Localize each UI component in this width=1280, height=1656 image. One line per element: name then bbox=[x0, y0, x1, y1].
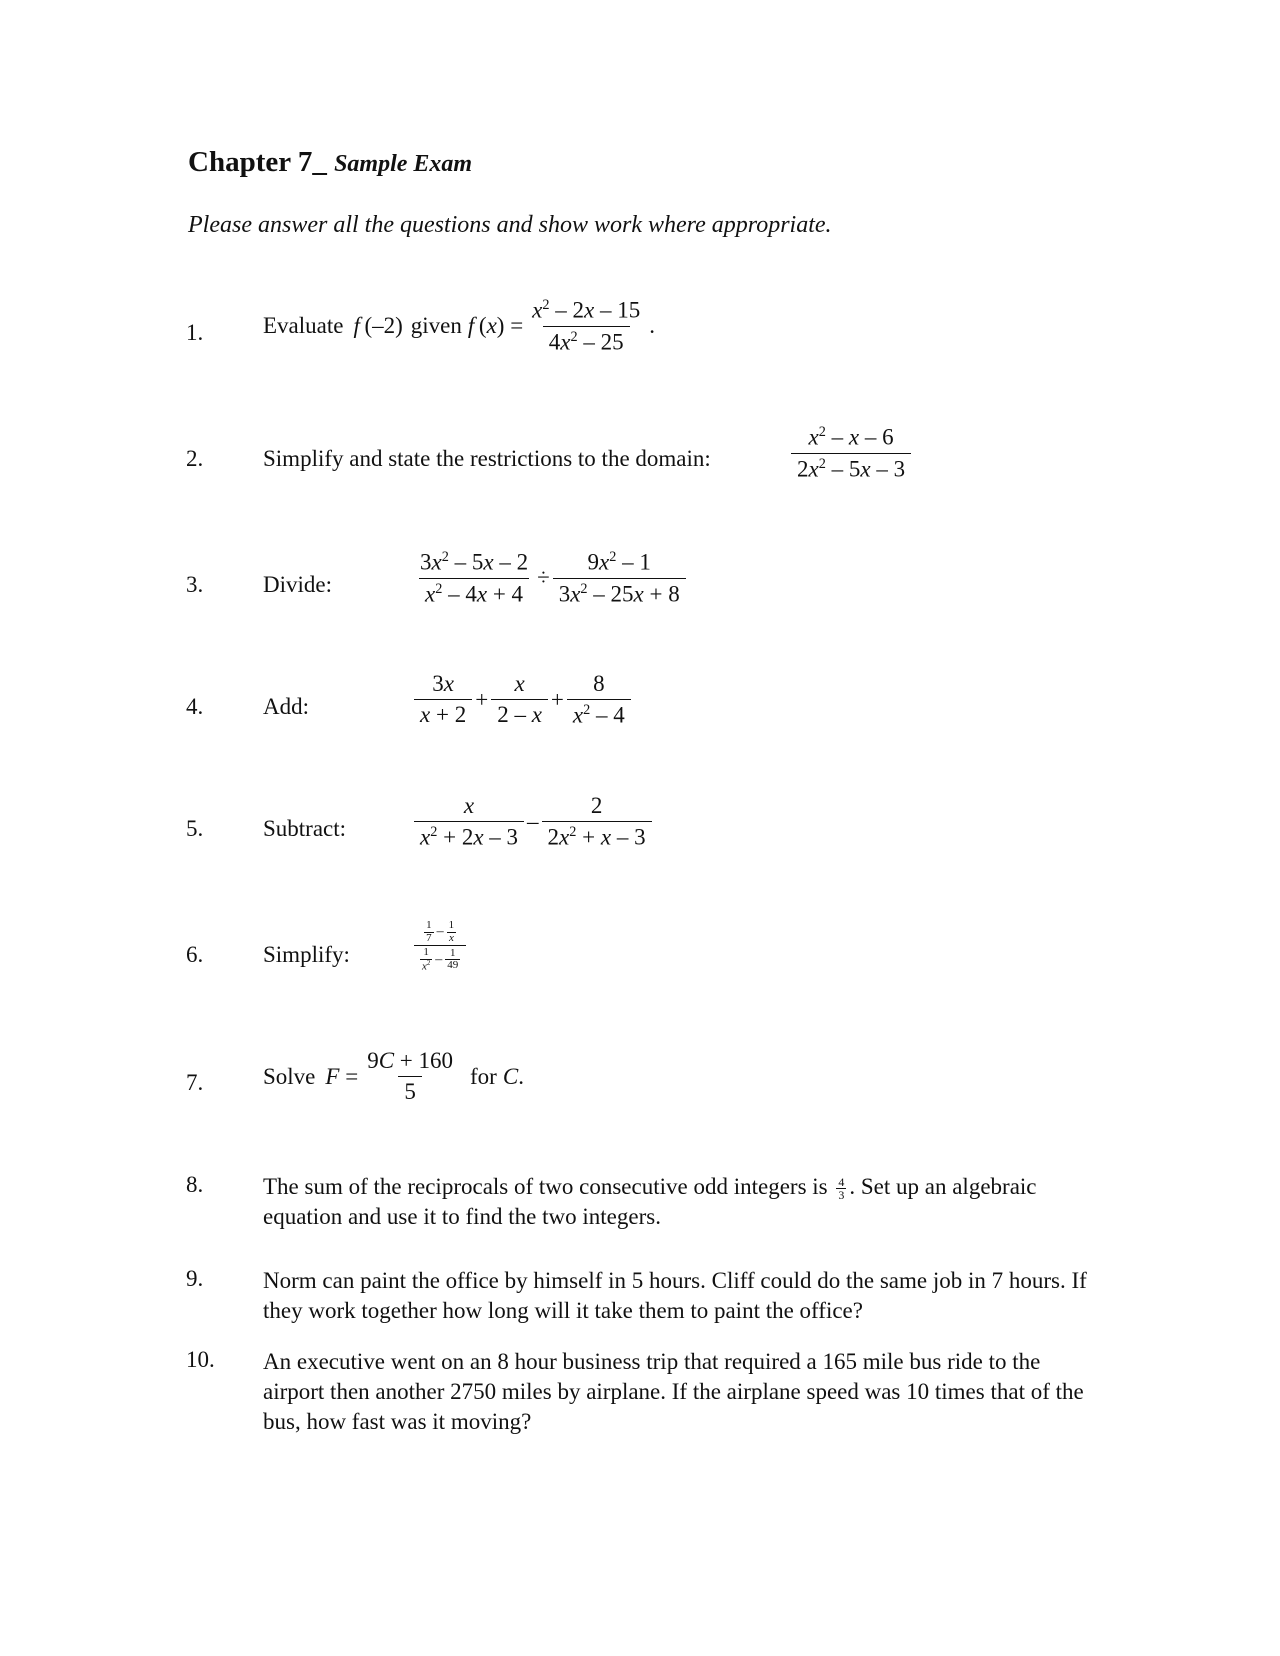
question-7-text: Solve bbox=[263, 1063, 316, 1089]
question-5-text: Subtract: bbox=[263, 816, 347, 841]
question-7-for: for bbox=[470, 1063, 497, 1089]
question-1-number: 1. bbox=[186, 320, 204, 345]
question-3-fraction-2: $\frac{9x^2 - 1}{3x^2 - 25x + 8}$ bbox=[553, 550, 686, 607]
question-2-fraction bbox=[791, 425, 911, 482]
question-1-math-fx: f (x) = bbox=[467, 313, 524, 339]
question-4-fraction-1: $\frac{3x}{x + 2}$ bbox=[414, 672, 472, 727]
question-3-text: Divide: bbox=[263, 572, 332, 597]
question-9-text: Norm can paint the office by himself in 5 hours. Cliff could do the same job in 7 hours. If they work together how long will it take them to paint the office? bbox=[263, 1268, 1087, 1323]
divide-sign: ÷ bbox=[537, 565, 550, 591]
plus-sign: + bbox=[550, 686, 564, 712]
plus-sign: + bbox=[475, 686, 489, 712]
question-5-fraction-1: $\frac{x}{x^2 + 2x - 3}$ bbox=[414, 794, 524, 850]
question-4-number: 4. bbox=[186, 694, 204, 719]
question-8-text: The sum of the reciprocals of two consecutive odd integers is $\frac{4}{3}$ . Set up an algebraic equation and use it to find the two integers. bbox=[263, 1174, 1037, 1229]
question-2-denominator: $2x^2 - 5x - 3$ bbox=[791, 453, 911, 482]
question-4-fraction-2: $\frac{x}{2 - x}$ bbox=[491, 672, 548, 727]
question-1-period: . bbox=[649, 313, 655, 339]
title-subtitle: Sample Exam bbox=[334, 151, 473, 177]
question-1-given: given bbox=[410, 313, 462, 339]
question-3-math bbox=[411, 550, 689, 607]
question-10-number: 10. bbox=[186, 1347, 215, 1372]
question-6-complex-fraction: $\frac{1}{7}$ – $\frac{1}{x}$ $\frac{1}{x^2}$ – $\frac{1}{49}$ bbox=[414, 920, 466, 973]
question-2-number: 2. bbox=[186, 446, 204, 471]
question-2-math bbox=[788, 425, 914, 482]
question-7-fraction: $\frac{9C + 160}{5}$ bbox=[367, 1048, 454, 1105]
question-4-math bbox=[411, 672, 634, 728]
question-5-number: 5. bbox=[186, 816, 204, 841]
question-3-fraction-1: $\frac{3x^2 - 5x - 2}{x^2 - 4x + 4}$ bbox=[420, 549, 529, 607]
title-text: Chapter 7_ bbox=[188, 146, 327, 178]
question-3-number: 3. bbox=[186, 572, 204, 597]
question-1-math-f: f (–2) bbox=[353, 313, 403, 339]
instructions: Please answer all the questions and show work where appropriate. bbox=[188, 212, 832, 238]
question-1-numerator: $x^2 - 2x - 15$ bbox=[532, 297, 641, 323]
question-2-text: Simplify and state the restrictions to the domain: bbox=[263, 446, 711, 471]
question-9-number: 9. bbox=[186, 1266, 204, 1291]
question-4-fraction-3: $\frac{8}{x^2 - 4}$ bbox=[567, 672, 631, 728]
question-1 bbox=[263, 298, 655, 355]
fraction-4-3: $\frac{4}{3}$ bbox=[838, 1174, 845, 1203]
question-1-text: Evaluate bbox=[263, 313, 344, 339]
question-6-text: Simplify: bbox=[263, 942, 350, 967]
page-title bbox=[188, 146, 472, 179]
question-6-math bbox=[411, 920, 469, 973]
question-2-numerator: $x^2$ – x – 6 bbox=[808, 424, 894, 450]
question-7-number: 7. bbox=[186, 1070, 204, 1095]
question-7: Solve F = $\frac{9C + 160}{5}$ for C. bbox=[263, 1048, 524, 1105]
question-5-math bbox=[411, 794, 655, 850]
question-4-text: Add: bbox=[263, 694, 309, 719]
minus-sign: – bbox=[527, 808, 539, 834]
question-10-text: An executive went on an 8 hour business trip that required a 165 mile bus ride to the airport then another 2750 miles by airplane. If the airplane speed was 10 times that of the bus, how fast was it moving? bbox=[263, 1349, 1084, 1434]
question-5-fraction-2: $\frac{2}{2x^2 + x - 3}$ bbox=[542, 794, 652, 850]
question-6-number: 6. bbox=[186, 942, 204, 967]
question-1-fraction bbox=[526, 298, 646, 355]
question-1-denominator: $4x^2 - 25$ bbox=[543, 326, 630, 355]
question-8-number: 8. bbox=[186, 1172, 204, 1197]
